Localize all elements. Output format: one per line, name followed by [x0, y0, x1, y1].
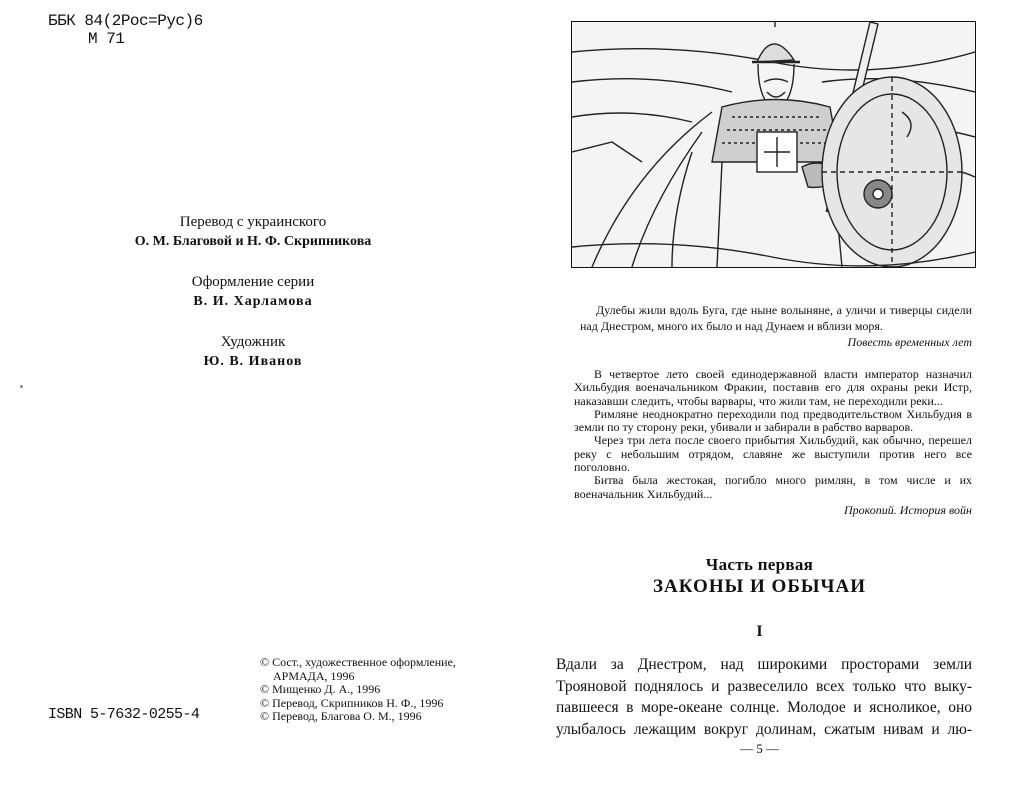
chapter-number: I	[756, 623, 763, 640]
credit-name: Ю. В. Иванов	[203, 354, 303, 369]
copyright-block	[260, 656, 490, 724]
armored-warrior-illustration	[571, 21, 976, 268]
page-number: — 5 —	[740, 741, 779, 756]
epigraph-paragraph: Римляне неоднократно переходили под предводительством Хильбудия в земли по ту сторону реки, убивали и забирали в рабство варваров.	[574, 406, 972, 435]
author-mark: М 71	[88, 30, 125, 48]
translation-credit	[0, 212, 506, 252]
copyright-line: © Сост., художественное оформление,	[260, 655, 456, 669]
credit-role: Художник	[220, 334, 286, 350]
epigraph-chronicle	[580, 303, 972, 334]
left-page	[0, 0, 506, 800]
credit-role: Оформление серии	[191, 274, 315, 290]
warrior-icon	[572, 22, 975, 267]
copyright-line: © Мищенко Д. А., 1996	[260, 682, 381, 696]
copyright-line: © Перевод, Скрипников Н. Ф., 1996	[260, 695, 444, 710]
copyright-line: © Перевод, Благова О. М., 1996	[260, 709, 422, 723]
epigraph-paragraph: Через три лета после своего прибытия Хильбудий, как обычно, перешел реку с небольшим отрядом, славяне же выступили против него все поголовно.	[574, 433, 972, 475]
artist-credit	[0, 332, 506, 372]
isbn: ISBN 5-7632-0255-4	[48, 706, 200, 723]
part-title: Часть первая	[705, 555, 814, 574]
epigraph-paragraph: Битва была жестокая, погибло много римлян, в том числе и их военачальник Хильбудий...	[574, 473, 972, 501]
epigraph-source: Прокопий. История войн	[843, 503, 972, 517]
body-line: Вдали за Днестром, над широкими просторами земли	[556, 656, 972, 673]
credit-name: О. М. Благовой и Н. Ф. Скрипникова	[134, 234, 372, 249]
body-line: Трояновой поднялось и развеселило всех только что выку-	[556, 677, 972, 695]
series-design-credit	[0, 272, 506, 312]
epigraph-source: Повесть временных лет	[847, 335, 972, 349]
body-line: павшееся в море-океане солнце. Молодое и ясноликое, оно	[556, 699, 972, 716]
bbk-classification	[48, 12, 203, 48]
epigraph-text: Дулебы жили вдоль Буга, где ныне волыняне, а уличи и тиверцы сидели над Днестром, много их было и над Дунаем и вблизи моря.	[580, 303, 972, 333]
epigraph-procopius	[574, 368, 972, 501]
bbk-code: ББК 84(2Рос=Рус)6	[48, 12, 203, 30]
scan-speck	[20, 385, 23, 388]
body-line: улыбалось лежащим вокруг долинам, сжатым нивам и лю-	[556, 720, 972, 738]
chapter-body	[556, 654, 972, 740]
credit-role: Перевод с украинского	[179, 214, 327, 230]
credit-name: В. И. Харламова	[193, 294, 313, 309]
credits	[0, 212, 506, 392]
copyright-line: АРМАДА, 1996	[273, 668, 355, 683]
part-subtitle: ЗАКОНЫ И ОБЫЧАИ	[653, 576, 866, 597]
epigraph-paragraph: В четвертое лето своей единодержавной власти император назначил Хильбудия военачальником Фракии, поставив его для охраны реки Истр, наказавши следить, чтобы варвары, что жили там, не переходили реки...	[574, 367, 972, 408]
